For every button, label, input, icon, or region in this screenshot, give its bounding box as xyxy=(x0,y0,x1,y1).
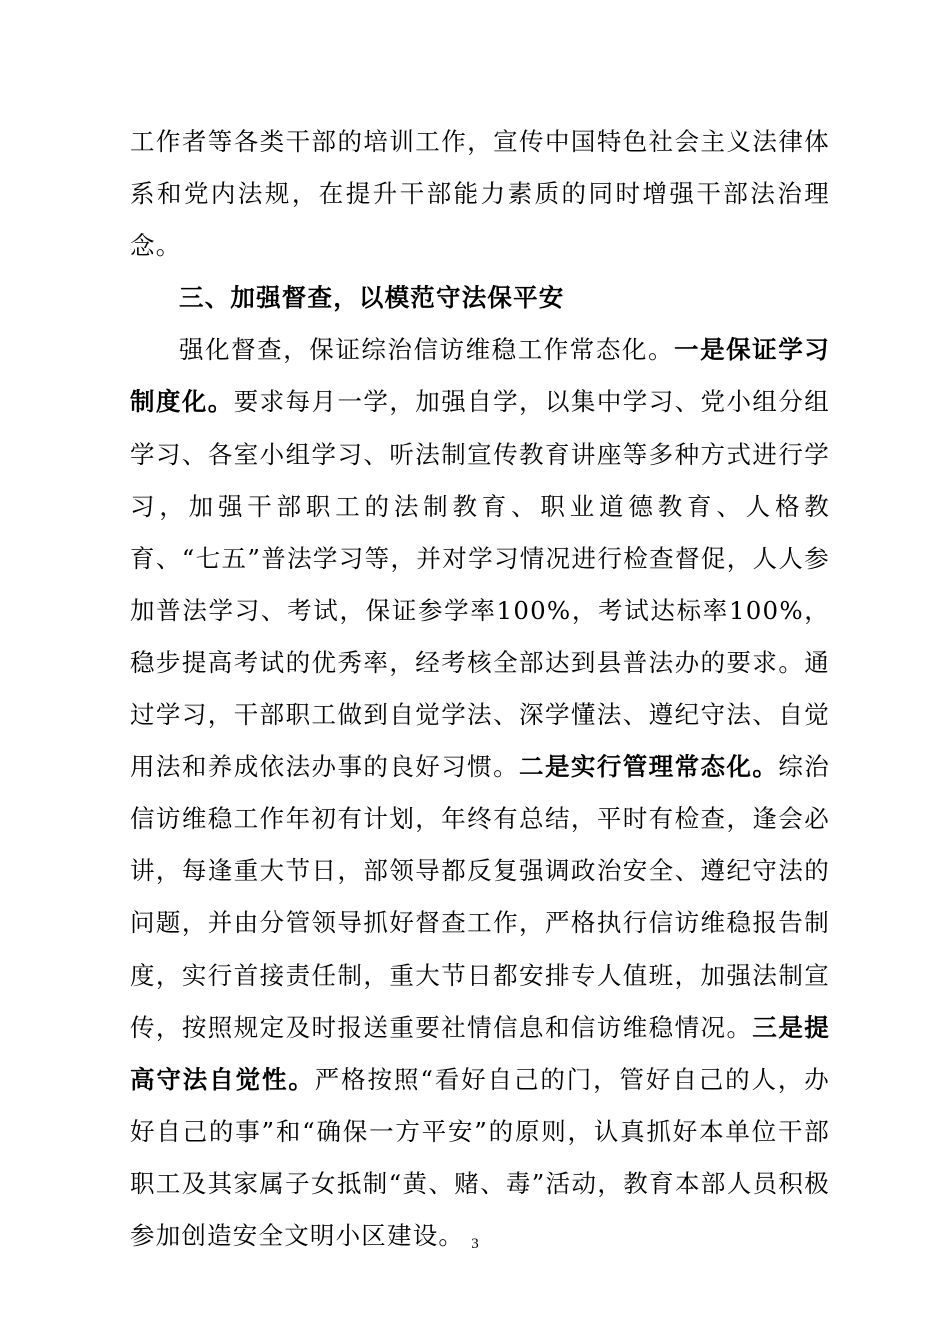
paragraph-text: 要求每月一学，加强自学，以集中学习、党小组分组学习、各室小组学习、听法制宣传教育讲座等多种方式进行学习，加强干部职工的法制教育、职业道德教育、人格教育、“七五”普法学习等，并对学习情况进行检查督促，人人参加普法学习、考试，保证参学率100%，考试达标率100%，稳步提高考试的优秀率，经考核全部达到县普法办的要求。通过学习，干部职工做到自觉学法、深学懂法、遵纪守法、自觉用法和养成依法办事的良好习惯。 xyxy=(130,387,830,782)
paragraph-text: 综治信访维稳工作年初有计划，年终有总结，平时有检查，逢会必讲，每逢重大节日，部领导都反复强调政治安全、遵纪守法的问题，并由分管领导抓好督查工作，严格执行信访维稳报告制度，实行首接责任制，重大节日都安排专人值班，加强法制宣传，按照规定及时报送重要社情信息和信访维稳情况。 xyxy=(130,752,830,1042)
section-heading: 三、加强督查，以模范守法保平安 xyxy=(179,283,565,313)
bold-point-3: 三是提高守法自觉性。 xyxy=(130,1012,830,1094)
page-number: 3 xyxy=(471,1236,479,1252)
bold-point-2: 二是实行管理常态化。 xyxy=(519,752,779,782)
bold-point-1: 一是保证学习制度化。 xyxy=(130,335,830,417)
paragraph-supervision xyxy=(130,324,830,1262)
paragraph-training: 工作者等各类干部的培训工作，宣传中国特色社会主义法律体系和党内法规，在提升干部能力素质的同时增强干部法治理念。 xyxy=(130,127,830,261)
paragraph-text: 严格按照“看好自己的门，管好自己的人，办好自己的事”和“确保一方平安”的原则，认真抓好本单位干部职工及其家属子女抵制“黄、赌、毒”活动，教育本部人员积极参加创造安全文明小区建设。 xyxy=(130,1064,830,1250)
document-body xyxy=(130,116,830,1262)
paragraph-text: 强化督查，保证综治信访维稳工作常态化。 xyxy=(179,335,675,365)
